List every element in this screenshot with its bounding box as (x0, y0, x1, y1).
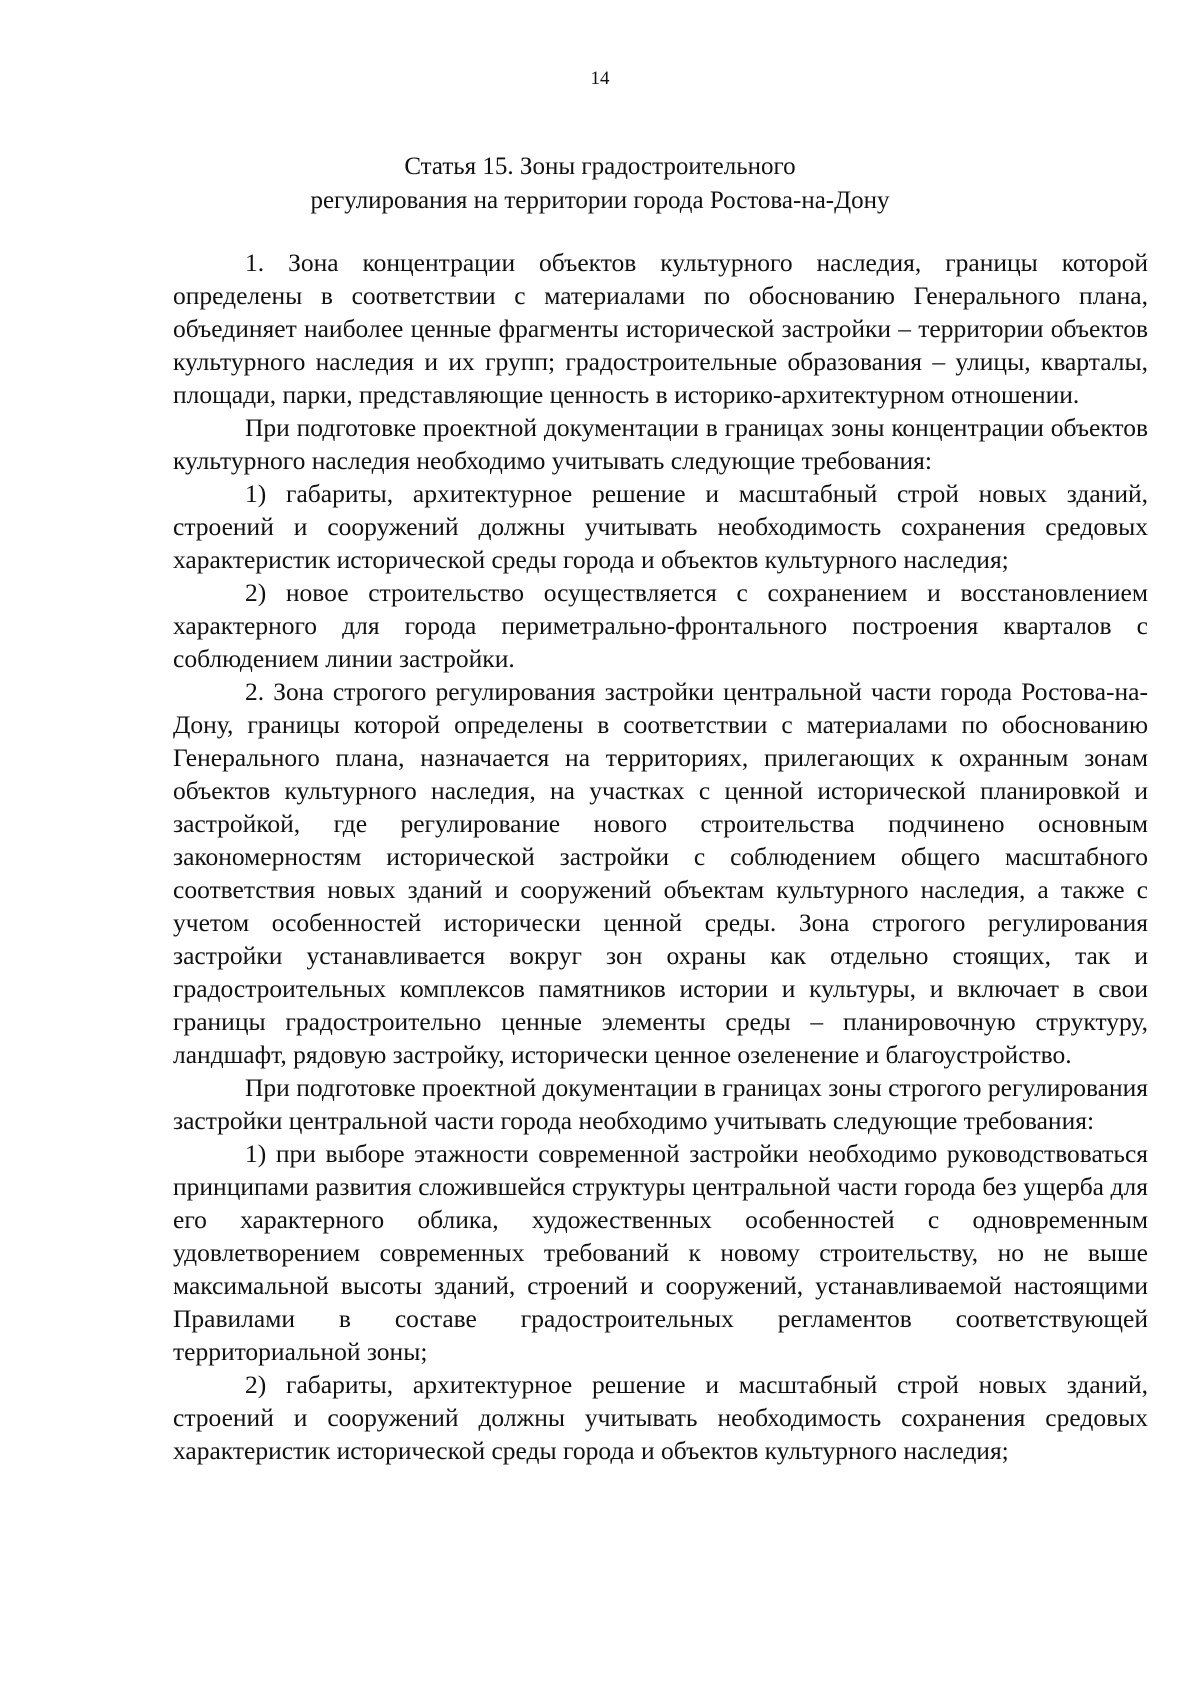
article-body (173, 246, 1148, 1467)
paragraph-zone-concentration: 1. Зона концентрации объектов культурного наследия, границы которой определены в соответствии с материалами по обоснованию Генерального плана, объединяет наиболее ценные фрагменты исторической застройки – территории объектов культурного наследия и их групп; градостроительные образования – улицы, кварталы, площади, парки, представляющие ценность в историко-архитектурном отношении. (173, 248, 1148, 409)
article-title-line-2: регулирования на территории города Ростова-на-Дону (310, 187, 890, 214)
paragraph-zone-strict-regulation: 2. Зона строгого регулирования застройки центральной части города Ростова-на-Дону, границы которой определены в соответствии с материалами по обоснованию Генерального плана, назначается на территориях, прилегающих к охранным зонам объектов культурного наследия, на участках с ценной исторической планировкой и застройкой, где регулирование нового строительства подчинено основным закономерностям исторической застройки с соблюдением общего масштабного соответствия новых зданий и сооружений объектам культурного наследия, а также с учетом особенностей исторически ценной среды. Зона строгого регулирования застройки устанавливается вокруг зон охраны как отдельно стоящих, так и градостроительных комплексов памятников истории и культуры, и включает в свои границы градостроительно ценные элементы среды – планировочную структуру, ландшафт, рядовую застройку, исторически ценное озеленение и благоустройство. (173, 677, 1148, 1069)
page-number: 14 (590, 68, 610, 89)
article-title (150, 150, 1050, 218)
paragraph-requirement-1-2: 2) новое строительство осуществляется с сохранением и восстановлением характерного для города периметрально-фронтального построения кварталов с соблюдением линии застройки. (173, 578, 1148, 673)
article-title-line-1: Статья 15. Зоны градостроительного (404, 153, 796, 180)
paragraph-requirement-2-1: 1) при выборе этажности современной застройки необходимо руководствоваться принципами развития сложившейся структуры центральной части города без ущерба для его характерного облика, художественных особенностей с одновременным удовлетворением современных требований к новому строительству, но не выше максимальной высоты зданий, строений и сооружений, устанавливаемой настоящими Правилами в составе градостроительных регламентов соответствующей территориальной зоны; (173, 1139, 1148, 1366)
paragraph-requirements-intro-2: При подготовке проектной документации в границах зоны строгого регулирования застройки центральной части города необходимо учитывать следующие требования: (173, 1073, 1148, 1135)
paragraph-requirements-intro-1: При подготовке проектной документации в границах зоны концентрации объектов культурного наследия необходимо учитывать следующие требования: (173, 413, 1148, 475)
paragraph-requirement-2-2: 2) габариты, архитектурное решение и масштабный строй новых зданий, строений и сооружений должны учитывать необходимость сохранения средовых характеристик исторической среды города и объектов культурного наследия; (173, 1370, 1148, 1465)
paragraph-requirement-1-1: 1) габариты, архитектурное решение и масштабный строй новых зданий, строений и сооружений должны учитывать необходимость сохранения средовых характеристик исторической среды города и объектов культурного наследия; (173, 479, 1148, 574)
